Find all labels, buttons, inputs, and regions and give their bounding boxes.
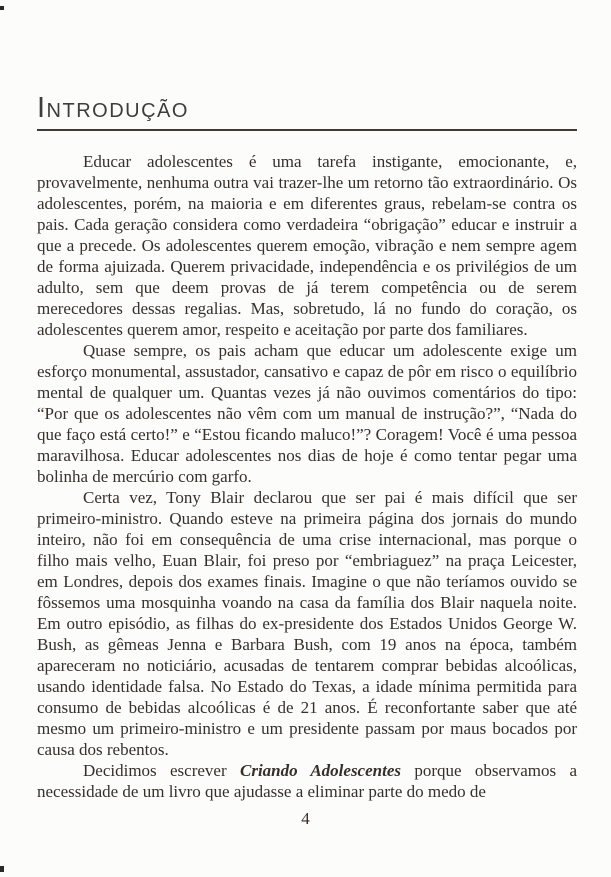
paragraph-1: Educar adolescentes é uma tarefa instigante, emocionante, e, provavelmente, nenhuma outra vai trazer-lhe um retorno tão extraordinário. Os adolescentes, porém, na maioria e em diferentes graus, rebelam-se contra os pais. Cada geração considera como verdadeira “obrigação” educar e instruir a que a precede. Os adolescentes querem emoção, vibração e nem sempre agem de forma ajuizada. Querem privacidade, independência e os privilégios de um adulto, sem que deem provas de já terem competência ou de serem merecedores dessas regalias. Mas, sobretudo, lá no fundo do coração, os adolescentes querem amor, respeito e aceitação por parte dos familiares. <box>37 152 577 339</box>
page-number: 4 <box>301 809 310 828</box>
paragraph-3: Certa vez, Tony Blair declarou que ser pai é mais difícil que ser primeiro-ministro. Quando esteve na primeira página dos jornais do mundo inteiro, não foi em consequência de uma crise internacional, mas porque o filho mais velho, Euan Blair, foi preso por “embriaguez” na praça Leicester, em Londres, depois dos exames finais. Imagine o que não teríamos ouvido se fôssemos uma mosquinha voando na casa da família dos Blair naquela noite. Em outro episódio, as filhas do ex-presidente dos Estados Unidos George W. Bush, as gêmeas Jenna e Barbara Bush, com 19 anos na época, também apareceram no noticiário, acusadas de tentarem comprar bebidas alcoólicas, usando identidade falsa. No Estado do Texas, a idade mínima permitida para consumo de bebidas alcoólicas é de 21 anos. É reconfortante saber que até mesmo um primeiro-ministro e um presidente passam por maus bocados por causa dos rebentos. <box>37 488 577 759</box>
book-title-emphasis: Criando Adolescentes <box>239 761 401 780</box>
paragraph-4-text-before: Decidimos escrever <box>83 761 240 780</box>
paragraph-4 <box>37 760 577 802</box>
chapter-header <box>37 94 577 131</box>
page-footer <box>0 809 611 829</box>
scan-artifact-top-left <box>0 6 4 10</box>
paragraph-4-text-after: porque observamos a necessidade de um livro que ajudasse a eliminar parte do medo de <box>37 761 578 801</box>
paragraph-2: Quase sempre, os pais acham que educar um adolescente exige um esforço monumental, assustador, cansativo e capaz de pôr em risco o equilíbrio mental de qualquer um. Quantas vezes já não ouvimos comentários do tipo: “Por que os adolescentes não vêm com um manual de instrução?”, “Nada do que faço está certo!” e “Estou ficando maluco!”? Coragem! Você é uma pessoa maravilhosa. Educar adolescentes nos dias de hoje é como tentar pegar uma bolinha de mercúrio com garfo. <box>37 341 577 486</box>
scan-artifact-bottom-left <box>0 866 4 872</box>
page-content <box>37 94 577 802</box>
chapter-title: Introdução <box>37 92 189 124</box>
chapter-body <box>37 151 577 802</box>
